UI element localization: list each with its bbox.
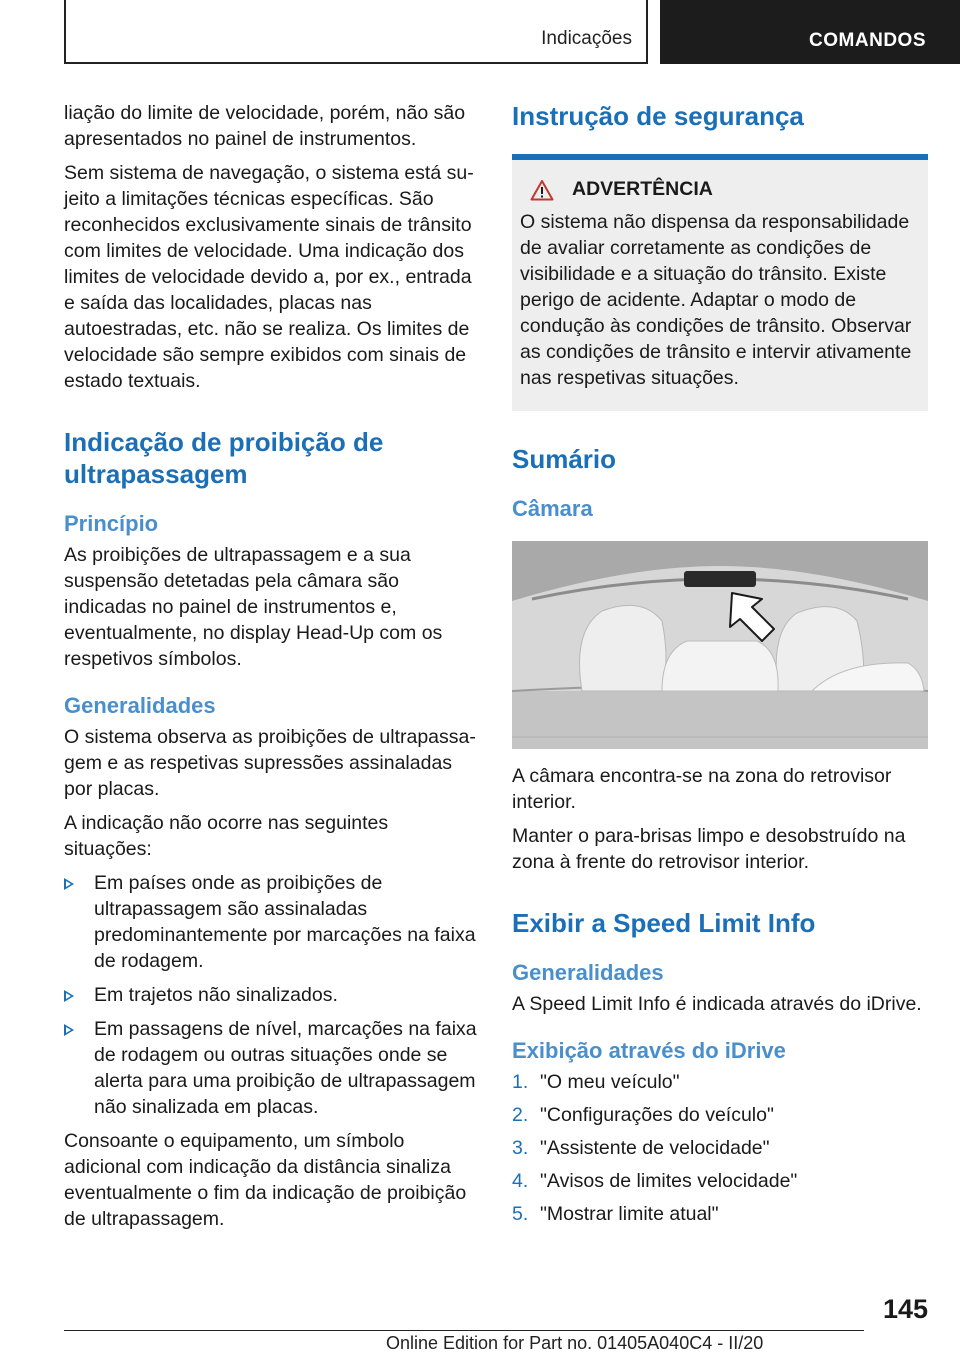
step-list — [512, 1069, 928, 1227]
warning-text: O sistema não dispensa da responsabilidade de avaliar corretamente as condições de visibilidade e a situação do trânsito. Existe perigo de acidente. Adaptar o modo de condução às condições de trânsito. Observar as condições de trânsito e intervir ativamente nas respetivas situações. — [520, 211, 912, 389]
step-item: 2. "Configurações do veículo" — [512, 1104, 774, 1126]
paragraph: O sistema observa as proibições de ultrapassagem e as respetivas supressões assinaladas por placas. — [64, 726, 476, 800]
footer-divider — [64, 1330, 864, 1331]
warning-box — [512, 154, 928, 411]
step-item: 3. "Assistente de velocidade" — [512, 1137, 770, 1159]
camera-location-illustration — [512, 541, 928, 749]
subheading-camera: Câmara — [512, 496, 593, 521]
left-column — [64, 100, 480, 1240]
subheading-principle: Princípio — [64, 511, 159, 536]
warning-title: ADVERTÊNCIA — [520, 178, 920, 201]
paragraph: Sem sistema de navegação, o sistema está sujeito a limitações técnicas específicas. São reconhecidos exclusivamente sinais de trânsito com limites de velocidade. Uma indicação dos limites de velocidade devido a, por ex., entrada e saída das localidades, placas nas autoestradas, etc. não se realiza. Os limites de velocidade são sempre exibidos com sinais de estado textuais. — [64, 162, 474, 392]
paragraph: Consoante o equipamento, um símbolo adicional com indicação da distância sinaliza eventualmente o fim da indicação de proibição de ultrapassagem. — [64, 1130, 467, 1230]
paragraph: Manter o para-brisas limpo e desobstruído na zona à frente do retrovisor interior. — [512, 825, 906, 873]
right-column — [512, 100, 928, 1234]
triangle-bullet-icon — [64, 990, 74, 1002]
section-heading-summary: Sumário — [512, 444, 617, 474]
step-item: 5. "Mostrar limite atual" — [512, 1203, 719, 1225]
chapter-tab — [660, 0, 960, 64]
section-heading-overtaking: Indicação de proibição de ultrapassagem — [64, 427, 384, 489]
paragraph: A câmara encontra-se na zona do retrovisor interior. — [512, 765, 892, 813]
paragraph: A indicação não ocorre nas seguintes situações: — [64, 812, 389, 860]
triangle-bullet-icon — [64, 1024, 74, 1036]
paragraph: A Speed Limit Info é indicada através do iDrive. — [512, 993, 922, 1015]
chapter-label: COMANDOS — [809, 30, 926, 51]
subheading-idrive: Exibição através do iDrive — [512, 1038, 786, 1063]
section-heading-safety: Instrução de segurança — [512, 101, 804, 131]
list-item: Em trajetos não sinalizados. — [64, 982, 480, 1008]
paragraph: liação do limite de velocidade, porém, não são apresentados no painel de instrumentos. — [64, 102, 466, 150]
step-item: 1. "O meu veículo" — [512, 1071, 680, 1093]
subheading-general: Generalidades — [512, 960, 664, 985]
list-item: Em países onde as proibições de ultrapassagem são assinaladas predominantemente por marcações na faixa de rodagem. — [64, 870, 480, 974]
triangle-bullet-icon — [64, 878, 74, 890]
section-label: Indicações — [541, 28, 632, 49]
paragraph: As proibições de ultrapassagem e a sua suspensão detetadas pela câmara são indicadas no painel de instrumentos e, eventualmente, no display Head-Up com os respetivos símbolos. — [64, 544, 443, 670]
warning-triangle-icon — [530, 179, 554, 201]
list-item: Em passagens de nível, marcações na faixa de rodagem ou outras situações onde se alerta para uma proibição de ultrapassagem não sinalizada em placas. — [64, 1016, 480, 1120]
bullet-list — [64, 870, 480, 1120]
running-header-box — [64, 0, 648, 64]
step-item: 4. "Avisos de limites velocidade" — [512, 1170, 798, 1192]
page-number: 145 — [882, 1294, 928, 1324]
subheading-general: Generalidades — [64, 693, 216, 718]
edition-footer: Online Edition for Part no. 01405A040C4 - II/20 — [386, 1333, 764, 1353]
section-heading-show-speed-limit: Exibir a Speed Limit Info — [512, 908, 816, 938]
